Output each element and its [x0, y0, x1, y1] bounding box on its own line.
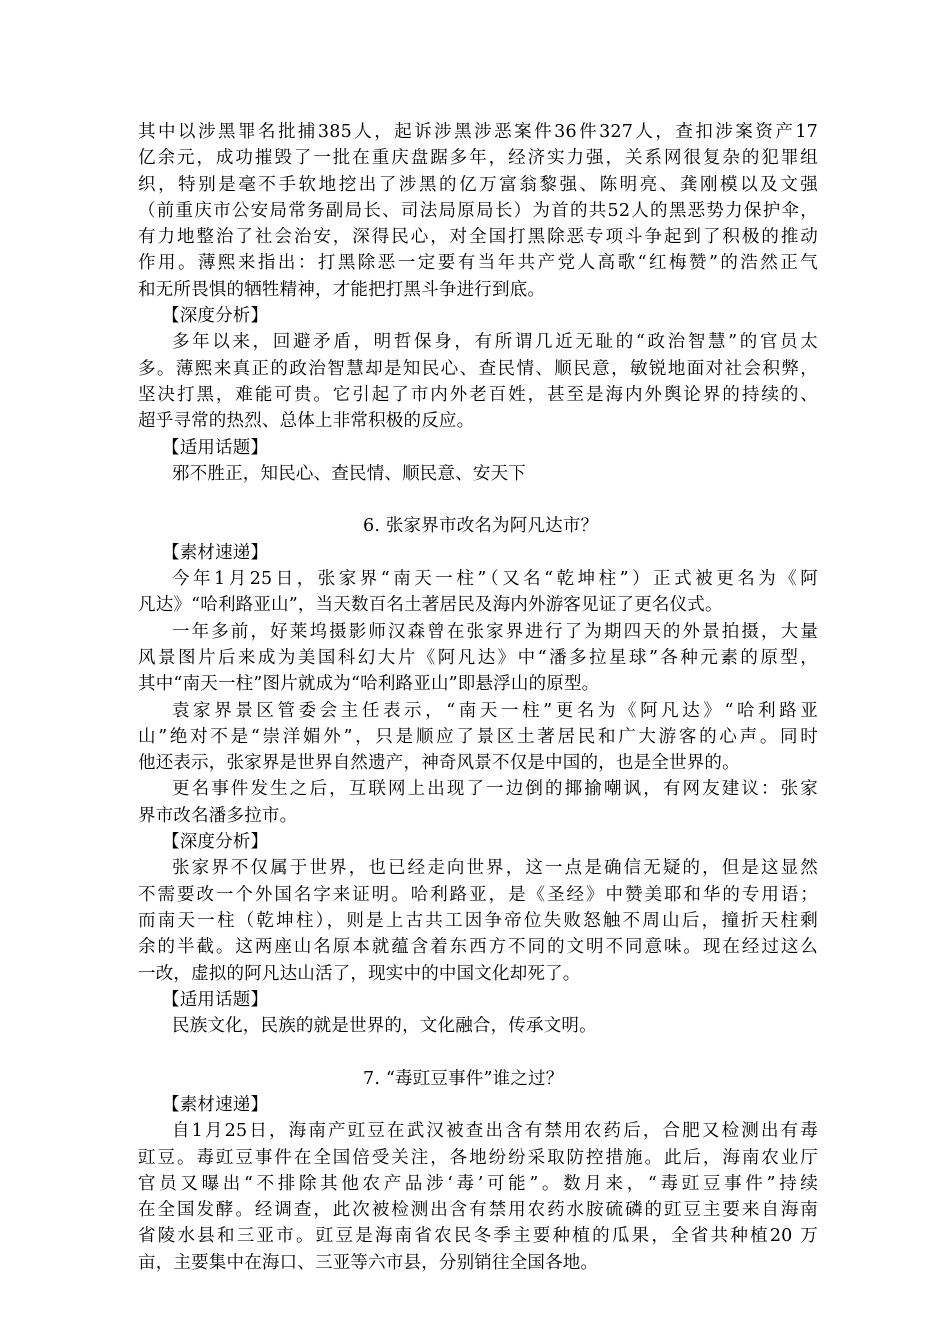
text-line: 亩，主要集中在海口、三亚等六市县，分别销往全国各地。: [138, 1252, 599, 1273]
section6-analysis-label: 【深度分析】: [162, 832, 269, 853]
text-line: 有力地整治了社会治安，深得民心，对全国打黑除恶专项斗争起到了积极的推动: [138, 227, 818, 248]
text-line: 和无所畏惧的牺牲精神，才能把打黑斗争进行到底。: [138, 279, 546, 300]
text-line: 超乎寻常的热烈、总体上非常积极的反应。: [138, 411, 475, 432]
section6-paragraph-3: [138, 698, 818, 777]
document-page: [138, 119, 818, 1276]
text-line: 更名事件发生之后，互联网上出现了一边倒的揶揄嘲讽，有网友建议：张家: [172, 779, 818, 800]
section5-topic-text: 邪不胜正，知民心、查民情、顺民意、安天下: [172, 463, 526, 484]
text-line: 在全国发酵。经调查，此次被检测出含有禁用农药水胺硫磷的豇豆主要来自海南: [138, 1200, 818, 1221]
section7-material-label: 【素材速递】: [162, 1094, 269, 1115]
section6-paragraph-2: [138, 619, 818, 698]
text-line: 亿余元，成功摧毁了一批在重庆盘踞多年，经济实力强，关系网很复杂的犯罪组: [138, 148, 818, 169]
spacer: [138, 1039, 818, 1065]
section6-topic-label: 【适用话题】: [162, 989, 269, 1010]
text-line: 张家界不仅属于世界，也已经走向世界，这一点是确信无疑的，但是这显然: [172, 858, 818, 879]
text-line: 自1月25日，海南产豇豆在武汉被查出含有禁用农药后，合肥又检测出有毒: [172, 1121, 818, 1142]
text-line: 他还表示，张家界是世界自然遗产，神奇风景不仅是中国的，也是全世界的。: [138, 753, 740, 774]
text-line: 袁家界景区管委会主任表示，“南天一柱”更名为《阿凡达》“哈利路亚: [172, 700, 818, 721]
text-line: 山”绝对不是“崇洋媚外”，只是顺应了景区土著居民和广大游客的心声。同时: [138, 726, 818, 747]
text-line: 界市改名潘多拉市。: [138, 805, 298, 826]
text-line: 省陵水县和三亚市。豇豆是海南省农民冬季主要种植的瓜果，全省共种植20 万: [138, 1226, 818, 1247]
text-line: 不需要改一个外国名字来证明。哈利路亚，是《圣经》中赞美耶和华的专用语；: [138, 884, 818, 905]
section6-paragraph-4: [138, 776, 818, 829]
text-line: 一年多前，好莱坞摄影师汉森曾在张家界进行了为期四天的外景拍摄，大量: [172, 621, 818, 642]
spacer: [138, 487, 818, 513]
text-line: 官员又曝出“不排除其他农产品涉‘毒’可能”。数月来，“毒豇豆事件”持续: [138, 1173, 818, 1194]
section6-topic-text: 民族文化，民族的就是世界的，文化融合，传承文明。: [172, 1016, 597, 1037]
section5-analysis: [138, 329, 818, 434]
text-line: 豇豆。毒豇豆事件在全国倍受关注，各地纷纷采取防控措施。此后，海南农业厅: [138, 1147, 818, 1168]
text-line: 一改，虚拟的阿凡达山活了，现实中的中国文化却死了。: [138, 963, 581, 984]
section6-material-label: 【素材速递】: [162, 542, 269, 563]
text-line: （前重庆市公安局常务副局长、司法局原局长）为首的共52人的黑恶势力保护伞，: [138, 200, 818, 221]
text-line: 而南天一柱（乾坤柱），则是上古共工因争帝位失败怒触不周山后，撞折天柱剩: [138, 910, 818, 931]
text-line: 作用。薄熙来指出：打黑除恶一定要有当年共产党人高歌“红梅赞”的浩然正气: [138, 253, 818, 274]
section6-analysis: [138, 855, 818, 986]
text-line: 其中“南天一柱”图片就成为“哈利路亚山”即悬浮山的原型。: [138, 674, 600, 695]
text-line: 其中以涉黑罪名批捕385人，起诉涉黑涉恶案件36件327人，查扣涉案资产17: [138, 122, 818, 142]
section7-heading: 7. “毒豇豆事件”谁之过？: [363, 1068, 564, 1089]
section5-topic-label: 【适用话题】: [162, 437, 269, 458]
section5-analysis-label: 【深度分析】: [162, 306, 269, 327]
text-line: 余的半截。这两座山名原本就蕴含着东西方不同的文明不同意味。现在经过这么: [138, 937, 818, 958]
text-line: 坚决打黑，难能可贵。它引起了市内外老百姓，甚至是海内外舆论界的持续的、: [138, 384, 818, 405]
section5-body: [138, 119, 818, 303]
section6-heading: 6. 张家界市改名为阿凡达市？: [363, 516, 599, 537]
text-line: 凡达》“哈利路亚山”，当天数百名土著居民及海内外游客见证了更名仪式。: [138, 595, 723, 616]
text-line: 今年1月25日，张家界“南天一柱”（又名“乾坤柱”）正式被更名为《阿: [172, 569, 818, 590]
section7-paragraph-1: [138, 1118, 818, 1276]
section6-paragraph-1: [138, 566, 818, 619]
text-line: 织，特别是毫不手软地挖出了涉黑的亿万富翁黎强、陈明亮、龚刚模以及文强: [138, 174, 818, 195]
text-line: 多年以来，回避矛盾，明哲保身，有所谓几近无耻的“政治智慧”的官员太: [172, 332, 818, 353]
text-line: 风景图片后来成为美国科幻大片《阿凡达》中“潘多拉星球”各种元素的原型，: [138, 647, 818, 668]
text-line: 多。薄熙来真正的政治智慧却是知民心、查民情、顺民意，敏锐地面对社会积弊，: [138, 358, 818, 379]
